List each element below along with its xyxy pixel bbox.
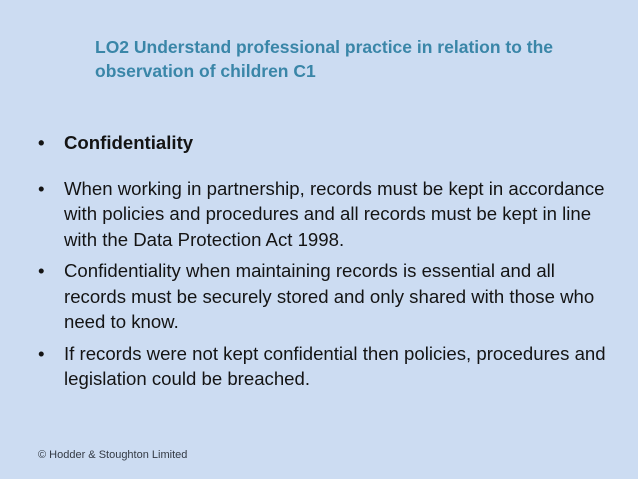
bullet-icon [38, 130, 58, 156]
bullet-item-maintaining-records [38, 258, 613, 335]
bullet-text: If records were not kept confidential then policies, procedures and legislation could be breached. [64, 342, 606, 389]
bullet-item-partnership [38, 176, 613, 253]
bullet-icon [38, 341, 58, 367]
copyright-footer: © Hodder & Stoughton Limited [38, 449, 188, 461]
bullet-text: Confidentiality [64, 132, 194, 153]
slide-title [95, 35, 595, 83]
bullet-icon [38, 258, 58, 284]
bullet-item-confidentiality [38, 130, 613, 156]
bullet-item-breach [38, 341, 613, 392]
bullet-list [38, 130, 613, 392]
bullet-text: Confidentiality when maintaining records is essential and all records must be securely stored and only shared with those who need to know. [64, 260, 595, 332]
bullet-text: When working in partnership, records must be kept in accordance with policies and procedures and all records must be kept in line with the Data Protection Act 1998. [64, 177, 605, 250]
slide-title-line-2: observation of children C1 [95, 61, 316, 81]
bullet-icon [38, 176, 58, 202]
slide-title-line-1: LO2 Understand professional practice in relation to the [95, 37, 553, 57]
